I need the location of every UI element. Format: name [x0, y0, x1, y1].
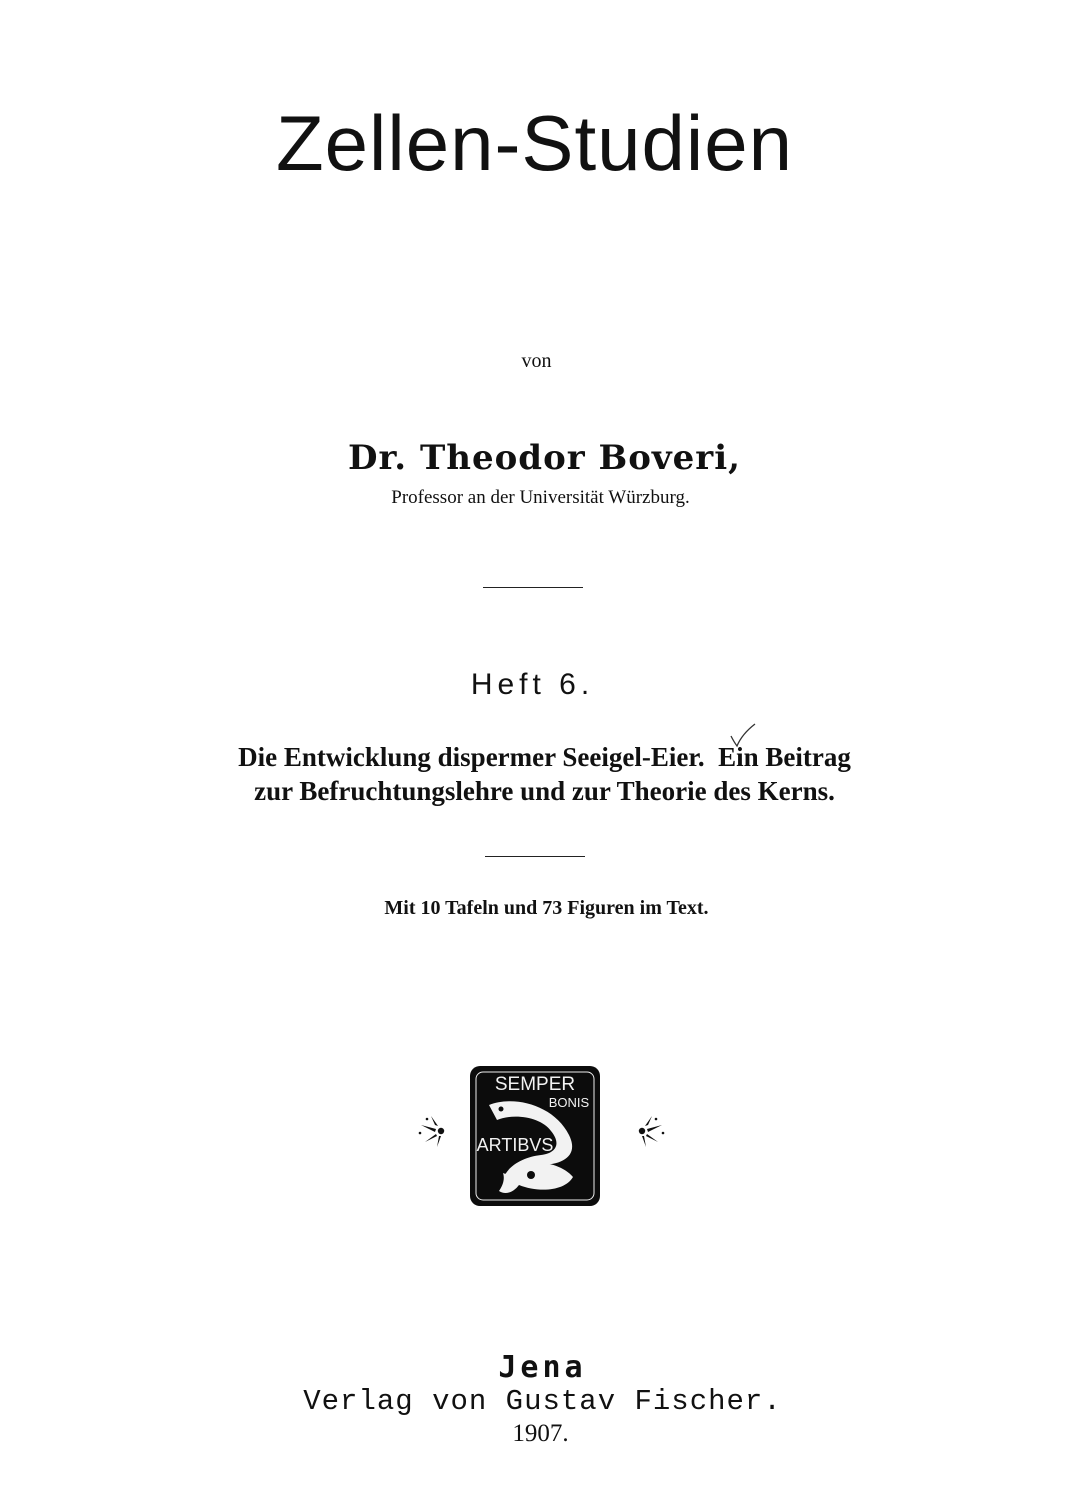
emblem-motto-3: ARTIBVS [476, 1135, 554, 1155]
handwritten-check-icon [728, 722, 758, 748]
author-name: Dr. Theodor Boveri, [348, 438, 741, 478]
subtitle-line-1: Die Entwicklung dispermer Seeigel-Eier. Ein Beitrag [238, 742, 851, 772]
divider-rule [485, 856, 585, 857]
emblem-motto-1: SEMPER [494, 1074, 576, 1095]
divider-rule [483, 587, 583, 588]
book-title: Zellen-Studien [276, 99, 793, 187]
subtitle [0, 740, 1089, 808]
plates-note: Mit 10 Tafeln und 73 Figuren im Text. [384, 897, 709, 919]
emblem-motto-2: BONIS [548, 1095, 590, 1110]
issue-number: Heft 6. [470, 668, 595, 701]
author-affiliation: Professor an der Universität Würzburg. [391, 487, 690, 508]
publication-year: 1907. [512, 1420, 569, 1447]
subtitle-line-2: zur Befruchtungslehre und zur Theorie des Kerns. [254, 776, 835, 806]
by-line: von [521, 350, 552, 372]
publication-city: Jena [498, 1350, 587, 1385]
ornament-left-icon [417, 1113, 453, 1149]
publisher-name: Verlag von Gustav Fischer. [303, 1385, 782, 1418]
publisher-emblem [469, 1065, 601, 1207]
ornament-right-icon [630, 1113, 666, 1149]
